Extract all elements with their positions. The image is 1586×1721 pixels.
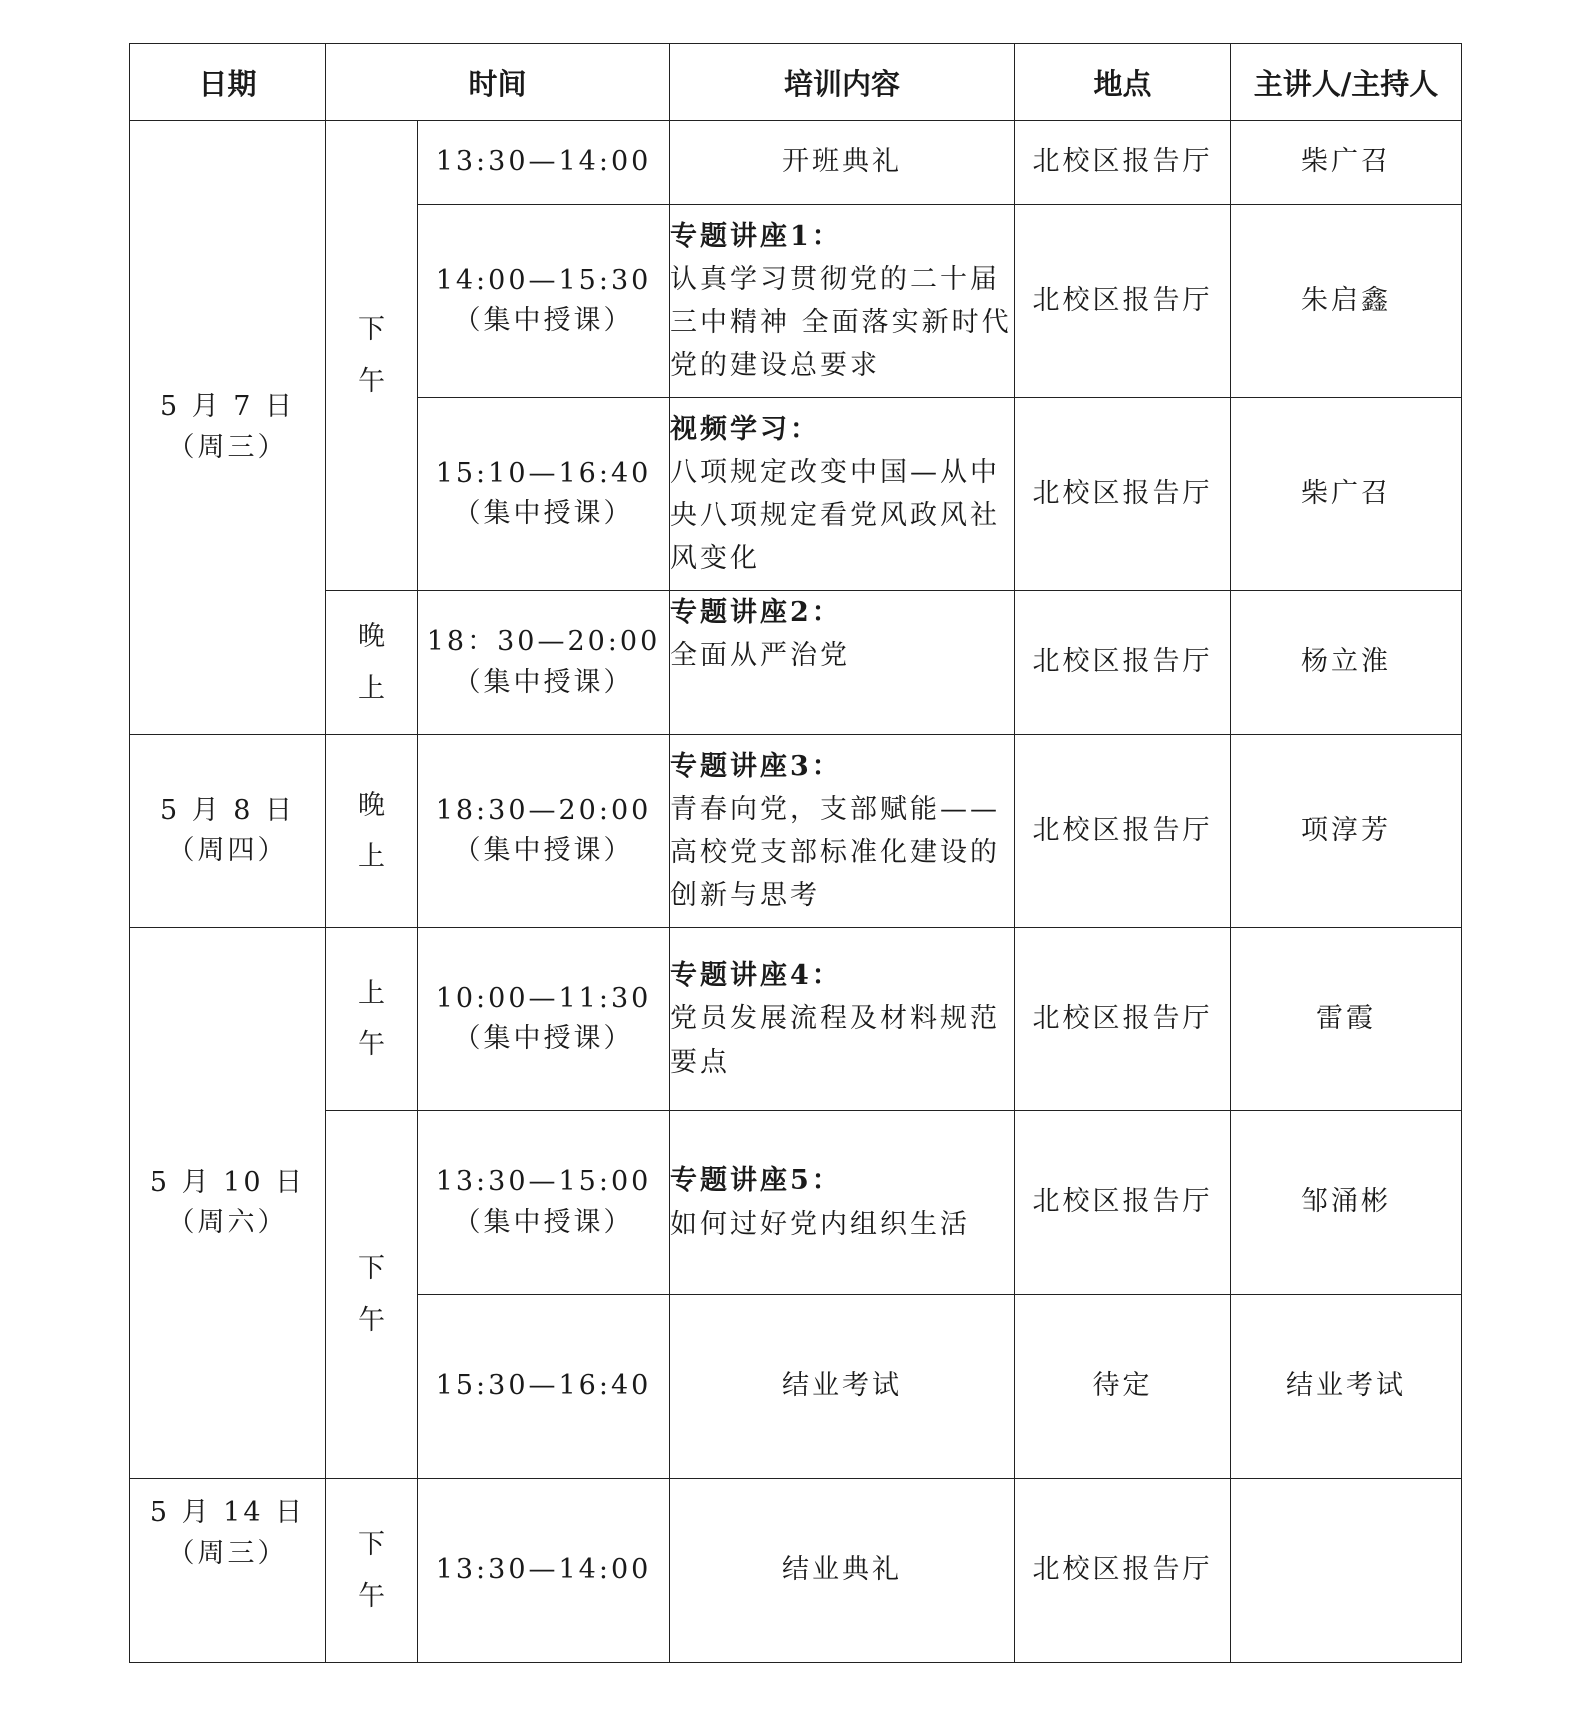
date-cell: 5 月 7 日 （周三） (130, 121, 326, 735)
table-row (130, 121, 1462, 205)
training-schedule-table (129, 43, 1462, 1663)
content-cell: 结业典礼 (670, 1479, 1015, 1663)
header-date: 日期 (130, 44, 326, 121)
speaker-cell: 柴广召 (1231, 398, 1462, 591)
period-cell: 晚 上 (326, 735, 418, 928)
speaker-cell: 柴广召 (1231, 121, 1462, 205)
time-cell: 15:10—16:40 （集中授课） (418, 398, 670, 591)
location-cell: 北校区报告厅 (1015, 1111, 1231, 1295)
content-cell: 专题讲座1： 认真学习贯彻党的二十届三中精神 全面落实新时代党的建设总要求 (670, 205, 1015, 398)
location-cell: 北校区报告厅 (1015, 928, 1231, 1111)
date-cell: 5 月 14 日 （周三） (130, 1479, 326, 1663)
period-cell: 上 午 (326, 928, 418, 1111)
time-cell: 14:00—15:30 （集中授课） (418, 205, 670, 398)
location-cell: 北校区报告厅 (1015, 591, 1231, 735)
content-cell: 视频学习： 八项规定改变中国—从中央八项规定看党风政风社风变化 (670, 398, 1015, 591)
header-content: 培训内容 (670, 44, 1015, 121)
header-time: 时间 (326, 44, 670, 121)
location-cell: 北校区报告厅 (1015, 1479, 1231, 1663)
content-cell: 专题讲座5： 如何过好党内组织生活 (670, 1111, 1015, 1295)
time-cell: 18:30—20:00 （集中授课） (418, 735, 670, 928)
date-cell: 5 月 10 日 （周六） (130, 928, 326, 1479)
content-cell: 结业考试 (670, 1295, 1015, 1479)
location-cell: 北校区报告厅 (1015, 121, 1231, 205)
speaker-cell: 项淳芳 (1231, 735, 1462, 928)
time-cell: 13:30—15:00 （集中授课） (418, 1111, 670, 1295)
location-cell: 待定 (1015, 1295, 1231, 1479)
content-cell: 专题讲座3： 青春向党，支部赋能——高校党支部标准化建设的创新与思考 (670, 735, 1015, 928)
speaker-cell: 结业考试 (1231, 1295, 1462, 1479)
location-cell: 北校区报告厅 (1015, 398, 1231, 591)
location-cell: 北校区报告厅 (1015, 735, 1231, 928)
header-row (130, 44, 1462, 121)
header-location: 地点 (1015, 44, 1231, 121)
time-cell: 15:30—16:40 (418, 1295, 670, 1479)
table-row (130, 1479, 1462, 1663)
table-row (130, 591, 1462, 735)
table-row (130, 928, 1462, 1111)
time-cell: 10:00—11:30 （集中授课） (418, 928, 670, 1111)
speaker-cell: 杨立淮 (1231, 591, 1462, 735)
table-row (130, 1111, 1462, 1295)
content-cell: 开班典礼 (670, 121, 1015, 205)
content-cell: 专题讲座4： 党员发展流程及材料规范要点 (670, 928, 1015, 1111)
speaker-cell: 邹涌彬 (1231, 1111, 1462, 1295)
speaker-cell: 朱启鑫 (1231, 205, 1462, 398)
location-cell: 北校区报告厅 (1015, 205, 1231, 398)
table-row (130, 735, 1462, 928)
time-cell: 18：30—20:00 （集中授课） (418, 591, 670, 735)
period-cell: 下 午 (326, 121, 418, 591)
speaker-cell: 雷霞 (1231, 928, 1462, 1111)
speaker-cell (1231, 1479, 1462, 1663)
date-cell: 5 月 8 日 （周四） (130, 735, 326, 928)
time-cell: 13:30—14:00 (418, 1479, 670, 1663)
period-cell: 晚 上 (326, 591, 418, 735)
header-speaker: 主讲人/主持人 (1231, 44, 1462, 121)
period-cell: 下 午 (326, 1479, 418, 1663)
period-cell: 下 午 (326, 1111, 418, 1479)
time-cell: 13:30—14:00 (418, 121, 670, 205)
content-cell: 专题讲座2： 全面从严治党 (670, 591, 1015, 735)
